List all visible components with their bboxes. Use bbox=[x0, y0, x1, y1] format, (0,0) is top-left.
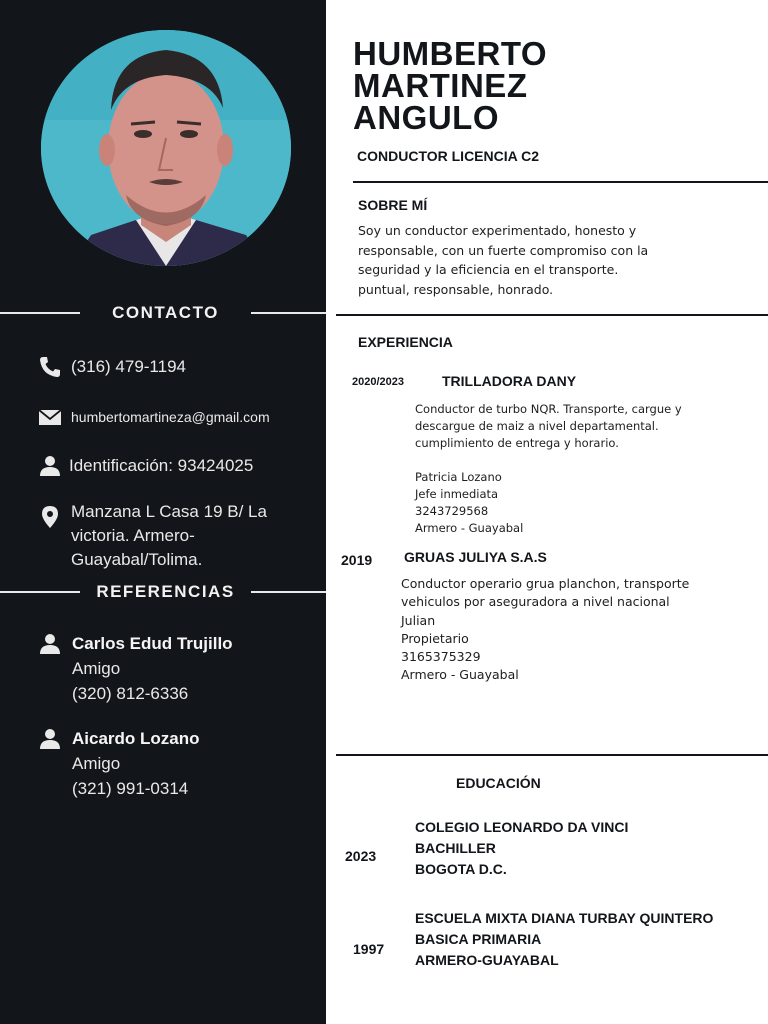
full-name bbox=[353, 35, 753, 136]
address-line: Manzana L Casa 19 B/ La bbox=[71, 502, 267, 521]
education-line: BASICA PRIMARIA bbox=[415, 931, 542, 947]
job-line: Jefe inmediata bbox=[415, 487, 499, 501]
reference-name: Aicardo Lozano bbox=[72, 729, 200, 748]
contact-phone-row bbox=[38, 355, 186, 379]
job-period: 2020/2023 bbox=[352, 376, 404, 388]
education-line: ARMERO-GUAYABAL bbox=[415, 952, 559, 968]
email-address: humbertomartineza@gmail.com bbox=[71, 409, 270, 425]
reference-item bbox=[38, 631, 233, 706]
address bbox=[71, 500, 267, 572]
reference-phone: (321) 991-0314 bbox=[72, 779, 189, 798]
address-line: Guayabal/Tolima. bbox=[71, 550, 203, 569]
job-description bbox=[401, 575, 689, 685]
contact-header bbox=[0, 303, 326, 323]
education-year: 1997 bbox=[353, 941, 385, 957]
job-line: descargue de maiz a nivel departamental. bbox=[415, 419, 659, 433]
user-icon bbox=[38, 727, 62, 751]
references-header bbox=[0, 582, 326, 602]
job-line: Propietario bbox=[401, 630, 469, 646]
divider bbox=[251, 312, 326, 314]
job-line: cumplimiento de entrega y horario. bbox=[415, 436, 619, 450]
job-title: CONDUCTOR LICENCIA C2 bbox=[357, 148, 540, 164]
profile-photo bbox=[41, 30, 291, 266]
reference-item bbox=[38, 726, 200, 801]
job-line: Armero - Guayabal bbox=[401, 667, 519, 683]
reference-relation: Amigo bbox=[72, 659, 121, 678]
job-line: 3243729568 bbox=[415, 504, 489, 518]
location-pin-icon bbox=[38, 505, 62, 529]
contact-id-row bbox=[38, 454, 253, 478]
about-line: seguridad y la eficiencia en el transporte. bbox=[358, 262, 619, 277]
about-line: Soy un conductor experimentado, honesto y bbox=[358, 223, 637, 238]
job-period: 2019 bbox=[341, 552, 373, 568]
job-line: Conductor operario grua planchon, transporte bbox=[401, 576, 690, 591]
education-line: BACHILLER bbox=[415, 840, 496, 856]
name-line: HUMBERTO bbox=[353, 35, 548, 72]
phone-icon bbox=[38, 355, 62, 379]
name-line: ANGULO bbox=[353, 99, 499, 136]
reference-relation: Amigo bbox=[72, 754, 121, 773]
divider bbox=[0, 591, 80, 593]
phone-number: (316) 479-1194 bbox=[71, 357, 186, 376]
job-line: Patricia Lozano bbox=[415, 470, 502, 484]
job-line bbox=[415, 452, 682, 469]
education-item bbox=[415, 817, 628, 880]
education-year: 2023 bbox=[345, 848, 377, 864]
reference-phone: (320) 812-6336 bbox=[72, 684, 189, 703]
job-line: 3165375329 bbox=[401, 649, 481, 665]
education-item bbox=[415, 908, 713, 971]
job-line: Julian bbox=[401, 612, 436, 628]
education-line: BOGOTA D.C. bbox=[415, 861, 507, 877]
about-line: puntual, responsable, honrado. bbox=[358, 281, 554, 297]
user-icon bbox=[38, 632, 62, 656]
divider bbox=[0, 312, 80, 314]
education-line: ESCUELA MIXTA DIANA TURBAY QUINTERO bbox=[415, 910, 714, 926]
divider bbox=[336, 314, 768, 316]
experience-title: EXPERIENCIA bbox=[358, 334, 453, 350]
mail-icon bbox=[38, 405, 62, 429]
contact-address-row bbox=[38, 500, 267, 572]
divider bbox=[251, 591, 326, 593]
user-icon bbox=[38, 454, 62, 478]
sidebar bbox=[0, 0, 326, 1024]
divider bbox=[336, 754, 768, 756]
job-company: TRILLADORA DANY bbox=[442, 373, 577, 389]
address-line: victoria. Armero- bbox=[71, 526, 195, 545]
name-line: MARTINEZ bbox=[353, 67, 528, 104]
job-company: GRUAS JULIYA S.A.S bbox=[404, 549, 547, 565]
about-text bbox=[358, 221, 648, 299]
education-line: COLEGIO LEONARDO DA VINCI bbox=[415, 819, 629, 835]
job-line: vehiculos por aseguradora a nivel nacional bbox=[401, 594, 670, 610]
education-title: EDUCACIÓN bbox=[456, 775, 541, 791]
divider bbox=[353, 181, 768, 183]
about-line: responsable, con un fuerte compromiso con la bbox=[358, 242, 649, 258]
identification: Identificación: 93424025 bbox=[69, 456, 254, 475]
job-description bbox=[415, 401, 682, 537]
job-line: Armero - Guayabal bbox=[415, 521, 524, 535]
about-title: SOBRE MÍ bbox=[358, 197, 428, 213]
job-line: Conductor de turbo NQR. Transporte, cargue y bbox=[415, 402, 682, 416]
contact-title: CONTACTO bbox=[112, 303, 219, 322]
contact-email-row bbox=[38, 405, 270, 429]
references-title: REFERENCIAS bbox=[96, 582, 235, 601]
reference-name: Carlos Edud Trujillo bbox=[72, 634, 233, 653]
